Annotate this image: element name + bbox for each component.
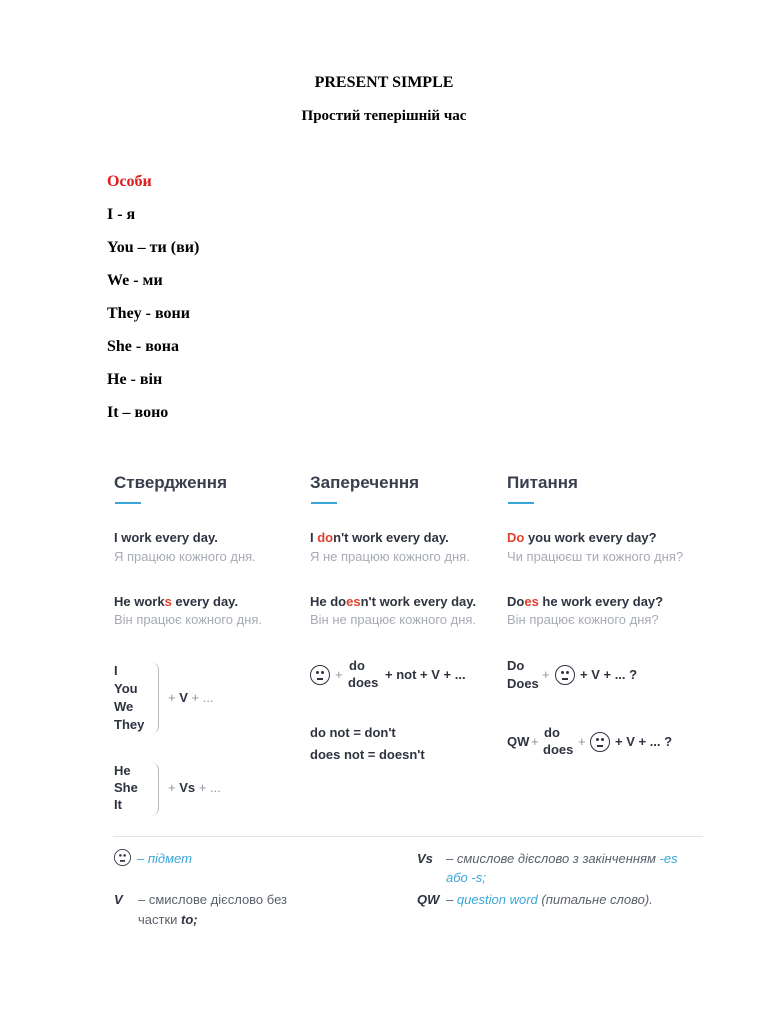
qw-label: QW	[507, 734, 530, 749]
person-item: It – воно	[107, 404, 169, 421]
plus-sign: +	[578, 734, 586, 749]
person-item: We - ми	[107, 272, 163, 289]
person-item: She - вона	[107, 338, 179, 355]
affirmative-heading: Стверджeння	[114, 473, 227, 492]
brace-icon	[150, 762, 159, 816]
negative-translation-2: Він не працює кожного дня.	[310, 612, 477, 627]
contraction-2: does not = doesn't	[310, 747, 425, 762]
brace-icon	[150, 662, 159, 734]
contraction-1: do not = don't	[310, 725, 396, 740]
legend-vs-text: – смислове дієслово з закінченням -es	[446, 851, 678, 866]
legend-v-text-2: частки to;	[138, 912, 198, 927]
legend-vs-text-2: або -s;	[446, 870, 486, 885]
legend-qw-label: QW	[417, 892, 440, 907]
negative-example-1: I don't work every day.	[310, 530, 449, 545]
legend-vs-label: Vs	[417, 851, 433, 866]
subject-face-icon	[555, 665, 575, 685]
affirmative-translation-1: Я працюю кожного дня.	[114, 549, 256, 564]
pronoun: We	[114, 699, 134, 714]
plus-sign: +	[335, 667, 343, 682]
affirmative-example-1: I work every day.	[114, 530, 218, 545]
aux-does: does	[348, 675, 379, 690]
legend-v-label: V	[114, 892, 123, 907]
aux-do: do	[349, 658, 365, 673]
subject-face-icon	[310, 665, 330, 685]
aux-does: does	[543, 742, 574, 757]
pronoun: They	[114, 717, 145, 732]
qw-formula-rest: + V + ... ?	[615, 734, 673, 749]
pronoun: He	[114, 763, 131, 778]
pronoun: It	[114, 797, 122, 812]
question-underline	[508, 502, 534, 504]
question-formula-rest: + V + ... ?	[580, 667, 638, 682]
negative-underline	[311, 502, 337, 504]
question-example-1: Do you work every day?	[507, 530, 657, 545]
formula-vs: + Vs + ...	[168, 780, 221, 795]
negative-example-2: He doesn't work every day.	[310, 594, 477, 609]
negative-heading: Заперечення	[310, 473, 420, 492]
legend-subject: – підмет	[137, 851, 192, 866]
question-translation-1: Чи працюєш ти кожного дня?	[507, 549, 684, 564]
plus-sign: +	[531, 734, 539, 749]
affirmative-translation-2: Він працює кожного дня.	[114, 612, 263, 627]
aux-does: Does	[507, 676, 539, 691]
persons-heading: Особи	[107, 173, 152, 190]
question-translation-2: Він працює кожного дня?	[507, 612, 659, 627]
person-item: They - вони	[107, 305, 190, 322]
person-item: You – ти (ви)	[107, 239, 200, 256]
plus-sign: +	[542, 667, 550, 682]
question-heading: Питання	[507, 473, 578, 492]
negative-formula-rest: + not + V + ...	[385, 667, 466, 682]
aux-do: do	[544, 725, 560, 740]
subject-face-icon	[590, 732, 610, 752]
affirmative-example-2: He works every day.	[114, 594, 239, 609]
pronoun: I	[114, 663, 118, 678]
page-subtitle: Простий теперішній час	[301, 108, 467, 124]
pronoun: She	[114, 780, 138, 795]
formula-v: + V + ...	[168, 690, 214, 705]
subject-face-icon	[114, 849, 131, 866]
person-item: He - він	[107, 371, 163, 388]
negative-translation-1: Я не працюю кожного дня.	[310, 549, 470, 564]
legend-qw-text: – question word (питальне слово).	[446, 892, 653, 907]
pronoun: You	[114, 681, 138, 696]
person-item: I - я	[107, 206, 136, 223]
page-title: PRESENT SIMPLE	[314, 74, 454, 91]
affirmative-underline	[115, 502, 141, 504]
legend-divider	[113, 836, 703, 837]
aux-do: Do	[507, 658, 525, 673]
question-example-2: Does he work every day?	[507, 594, 664, 609]
legend-v-text: – смислове дієслово без	[138, 892, 287, 907]
